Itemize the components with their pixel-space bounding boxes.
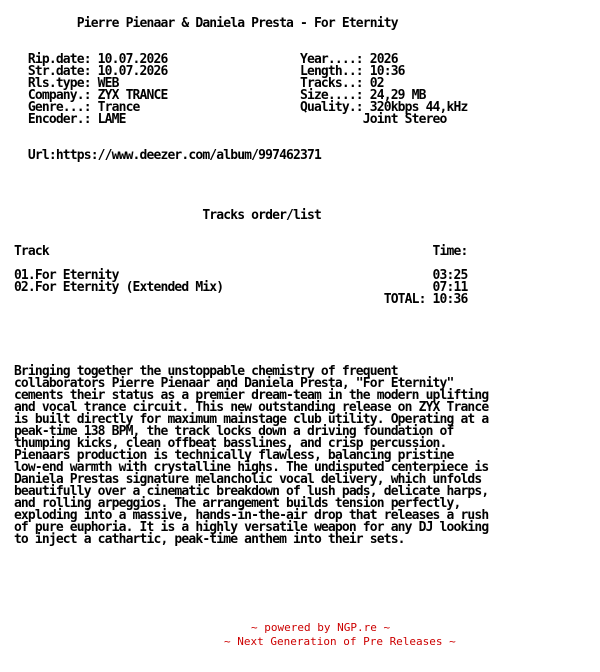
footer-tagline: ~ Next Generation of Pre Releases ~ [224, 635, 456, 648]
nfo-line [0, 318, 600, 330]
nfo-line: of pure euphoria. It is a highly versatile weapon for any DJ looking [0, 520, 489, 535]
nfo-line: Genre...: Trance Quality.: 320kbps 44,kHz [0, 100, 468, 115]
nfo-line: Pienaars production is technically flawless, balancing pristine [0, 448, 454, 463]
nfo-line [0, 330, 600, 342]
nfo-line [0, 306, 600, 318]
nfo-line: collaborators Pierre Pienaar and Daniela Presta, "For Eternity" [0, 376, 454, 391]
nfo-line: Rls.type: WEB Tracks..: 02 [0, 76, 384, 91]
nfo-line: Tracks order/list [0, 208, 321, 223]
nfo-line: Url:https://www.deezer.com/album/997462371 [0, 148, 321, 163]
nfo-line: Track Time: [0, 244, 468, 259]
nfo-line: to inject a cathartic, peak-time anthem into their sets. [0, 532, 405, 547]
nfo-line: peak-time 138 BPM, the track locks down a driving foundation of [0, 424, 454, 439]
nfo-line: is built directly for maximum mainstage club utility. Operating at a [0, 412, 489, 427]
nfo-line: Company.: ZYX TRANCE Size....: 24,29 MB [0, 88, 426, 103]
nfo-line: and vocal trance circuit. This new outstanding release on ZYX Trance [0, 400, 489, 415]
nfo-line [0, 222, 600, 234]
nfo-line: TOTAL: 10:36 [0, 292, 468, 307]
footer-powered-by: ~ powered by NGP.re ~ [251, 621, 391, 634]
nfo-line: thumping kicks, clean offbeat basslines, and crisp percussion. [0, 436, 447, 451]
nfo-line [0, 186, 600, 198]
nfo-line [0, 126, 600, 138]
nfo-line: cements their status as a premier dream-team in the modern uplifting [0, 388, 489, 403]
nfo-line: Daniela Prestas signature melancholic vocal delivery, which unfolds [0, 472, 482, 487]
nfo-line: Str.date: 10.07.2026 Length..: 10:36 [0, 64, 405, 79]
nfo-line: 01.For Eternity 03:25 [0, 268, 468, 283]
nfo-line: Bringing together the unstoppable chemistry of frequent [0, 364, 398, 379]
nfo-line [0, 342, 600, 354]
nfo-line: 02.For Eternity (Extended Mix) 07:11 [0, 280, 468, 295]
nfo-line: exploding into a massive, hands-in-the-air drop that releases a rush [0, 508, 489, 523]
nfo-line: Pierre Pienaar & Daniela Presta - For Eternity [0, 16, 398, 31]
nfo-line: beautifully over a cinematic breakdown of lush pads, delicate harps, [0, 484, 489, 499]
nfo-line [0, 162, 600, 174]
nfo-line [0, 174, 600, 186]
nfo-line: low-end warmth with crystalline highs. The undisputed centerpiece is [0, 460, 489, 475]
nfo-line: Encoder.: LAME Joint Stereo [0, 112, 447, 127]
nfo-line: and rolling arpeggios. The arrangement builds tension perfectly, [0, 496, 461, 511]
nfo-line [0, 30, 600, 42]
nfo-text-block [0, 18, 600, 546]
nfo-line: Rip.date: 10.07.2026 Year....: 2026 [0, 52, 398, 67]
